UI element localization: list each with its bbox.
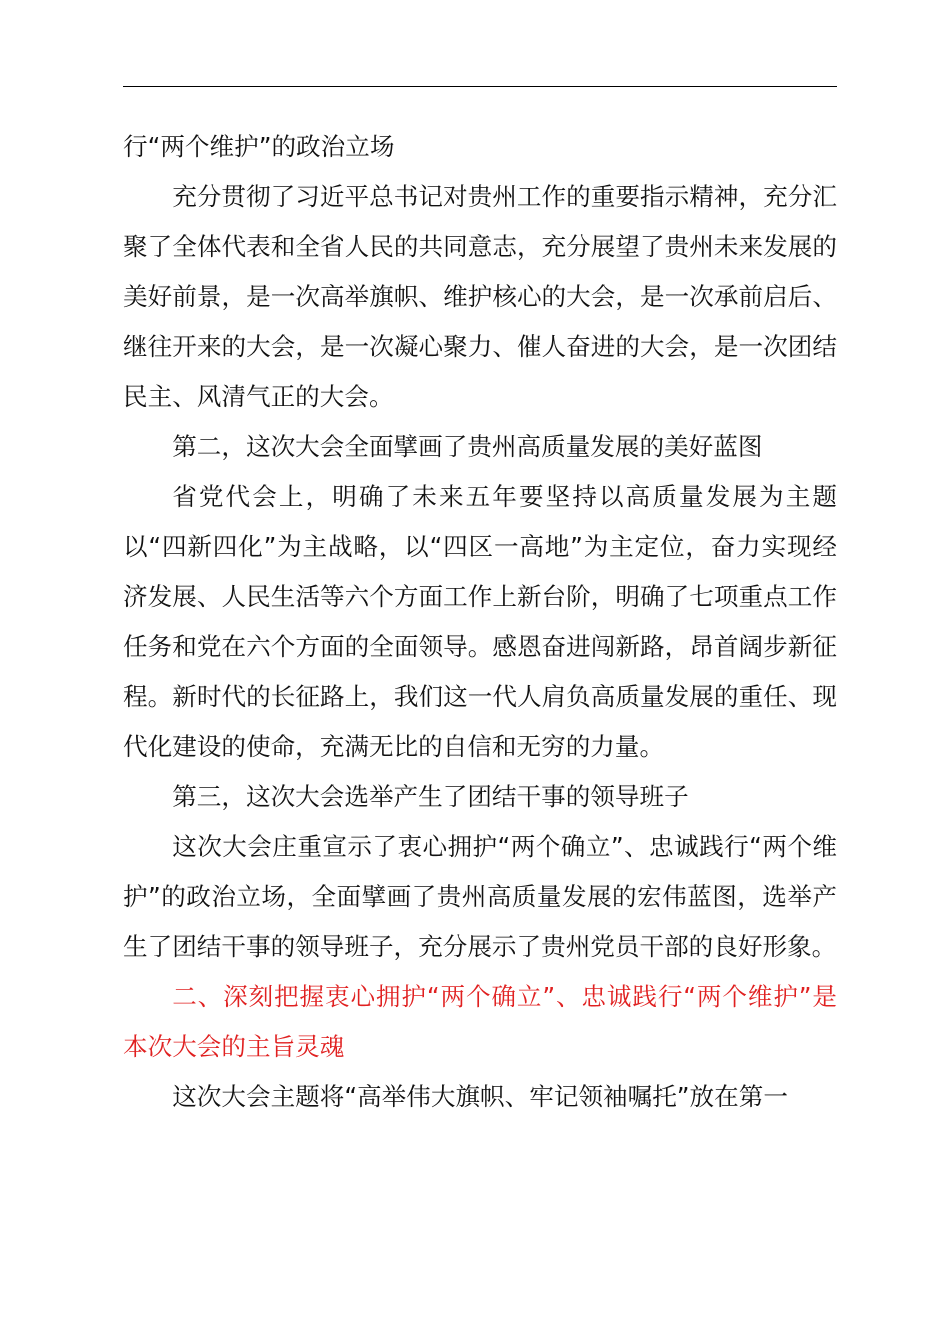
paragraph-blueprint: 省党代会上，明确了未来五年要坚持以高质量发展为主题以“四新四化”为主战略，以“四区一高地”为主定位，奋力实现经济发展、人民生活等六个方面工作上新台阶，明确了七项重点工作任务和党在六个方面的全面领导。感恩奋进闯新路，昂首阔步新征程。新时代的长征路上，我们这一代人肩负高质量发展的重任、现代化建设的使命，充满无比的自信和无穷的力量。 bbox=[123, 482, 837, 761]
section-heading-two: 二、深刻把握衷心拥护“两个确立”、忠诚践行“两个维护”是本次大会的主旨灵魂 bbox=[123, 982, 837, 1061]
paragraph-theme: 这次大会主题将“高举伟大旗帜、牢记领袖嘱托”放在第一 bbox=[172, 1082, 788, 1111]
header-rule bbox=[123, 86, 837, 87]
paragraph-continuation: 行“两个维护”的政治立场 bbox=[123, 132, 395, 161]
paragraph-leadership: 这次大会庄重宣示了衷心拥护“两个确立”、忠诚践行“两个维护”的政治立场，全面擘画了贵州高质量发展的宏伟蓝图，选举产生了团结干事的领导班子，充分展示了贵州党员干部的良好形象。 bbox=[123, 832, 837, 961]
subheading-third: 第三，这次大会选举产生了团结干事的领导班子 bbox=[172, 782, 689, 811]
subheading-second: 第二，这次大会全面擘画了贵州高质量发展的美好蓝图 bbox=[172, 432, 763, 461]
document-body bbox=[123, 122, 837, 1122]
paragraph-summary: 充分贯彻了习近平总书记对贵州工作的重要指示精神，充分汇聚了全体代表和全省人民的共同意志，充分展望了贵州未来发展的美好前景，是一次高举旗帜、维护核心的大会，是一次承前启后、继往开来的大会，是一次凝心聚力、催人奋进的大会，是一次团结民主、风清气正的大会。 bbox=[123, 182, 837, 411]
